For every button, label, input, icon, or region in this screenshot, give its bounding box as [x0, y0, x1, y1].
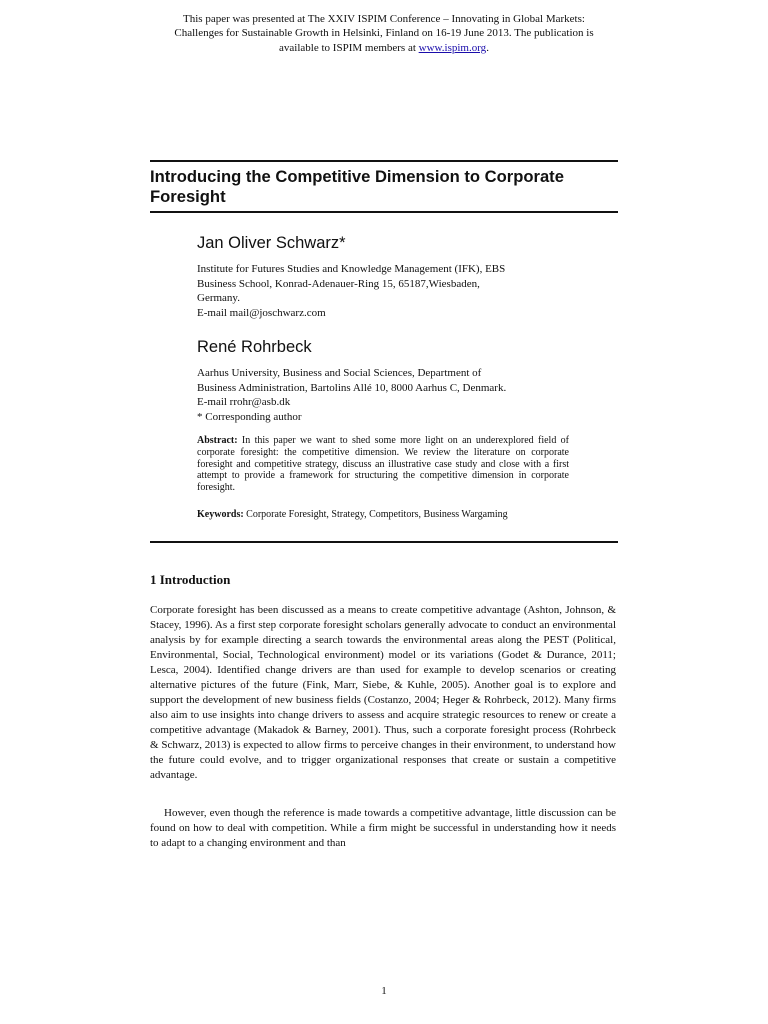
affiliation-line: Business School, Konrad-Adenauer-Ring 15, 65187,Wiesbaden, [197, 277, 480, 290]
notice-line-1: This paper was presented at The XXIV ISPIM Conference – Innovating in Global Markets: [183, 13, 585, 25]
notice-line-2: Challenges for Sustainable Growth in Helsinki, Finland on 16-19 June 2013. The publication is [174, 27, 594, 40]
author-affiliation-2 [197, 366, 577, 424]
affiliation-line: * Corresponding author [197, 410, 302, 423]
affiliation-line: Business Administration, Bartolins Allé 10, 8000 Aarhus C, Denmark. [197, 381, 507, 394]
page-number: 1 [381, 985, 387, 997]
notice-line-3-text: available to ISPIM members at [279, 41, 419, 54]
author-name-1: Jan Oliver Schwarz* [197, 234, 346, 252]
notice-line-3-end: . [486, 41, 489, 54]
affiliation-line: E-mail rrohr@asb.dk [197, 396, 291, 409]
conference-notice [150, 12, 618, 55]
section-heading: 1 Introduction [150, 572, 231, 587]
author-name-2: René Rohrbeck [197, 338, 312, 356]
affiliation-line: Institute for Futures Studies and Knowledge Management (IFK), EBS [197, 263, 506, 275]
abstract-text: In this paper we want to shed some more light on an underexplored field of corporate foresight: the competitive dimension. We review the literature on corporate foresight and competitive strategy, discuss an illustrative case study and close with a first attempt to provide a framework for structuring the competitive dimension in corporate foresight. [197, 435, 570, 494]
abstract-rule [150, 541, 618, 543]
title-line-2: Foresight [150, 186, 226, 206]
paper-title [150, 167, 618, 206]
notice-line-3 [150, 41, 618, 55]
affiliation-line: E-mail mail@joschwarz.com [197, 306, 326, 319]
keywords-text: Corporate Foresight, Strategy, Competitors, Business Wargaming [246, 509, 508, 520]
title-rule-top [150, 160, 618, 162]
title-line-1: Introducing the Competitive Dimension to Corporate [150, 167, 564, 186]
title-rule-bottom [150, 211, 618, 213]
abstract-label: Abstract: [197, 435, 238, 446]
ispim-link[interactable]: www.ispim.org [418, 41, 487, 54]
author-affiliation-1 [197, 262, 577, 320]
affiliation-line: Germany. [197, 292, 240, 305]
keywords-label: Keywords: [197, 509, 244, 520]
abstract [197, 435, 569, 494]
affiliation-line: Aarhus University, Business and Social Sciences, Department of [197, 367, 482, 379]
body-paragraph-2: However, even though the reference is made towards a competitive advantage, little discussion can be found on how to deal with competition. While a firm might be successful in understanding how it needs to adapt to a changing environment and than [150, 807, 616, 849]
keywords [197, 509, 577, 521]
body-paragraph-1: Corporate foresight has been discussed as a means to create competitive advantage (Ashton, Johnson, & Stacey, 1996). As a first step corporate foresight scholars generally advocate to conduct an environmental analysis by for example directing a search towards the environmental areas along the PEST (Political, Environmental, Social, Technological environment) model or its variations (Godet & Durance, 2011; Lesca, 2004). Identified change drivers are than used for example to develop scenarios or creating alternative pictures of the future (Fink, Marr, Siebe, & Kuhle, 2005). Another goal is to explore and support the development of new business fields (Costanzo, 2004; Heger & Rohrbeck, 2012). Many firms also aim to use insights into change drivers to assess and acquire strategic resources to renew or create a competitive advantage (Makadok & Barney, 2001). Thus, such a corporate foresight process (Rohrbeck & Schwarz, 2013) is expected to allow firms to perceive changes in their environment, to understand how the future could evolve, and to trigger organizational responses that create or sustain a competitive advantage. [150, 604, 616, 781]
